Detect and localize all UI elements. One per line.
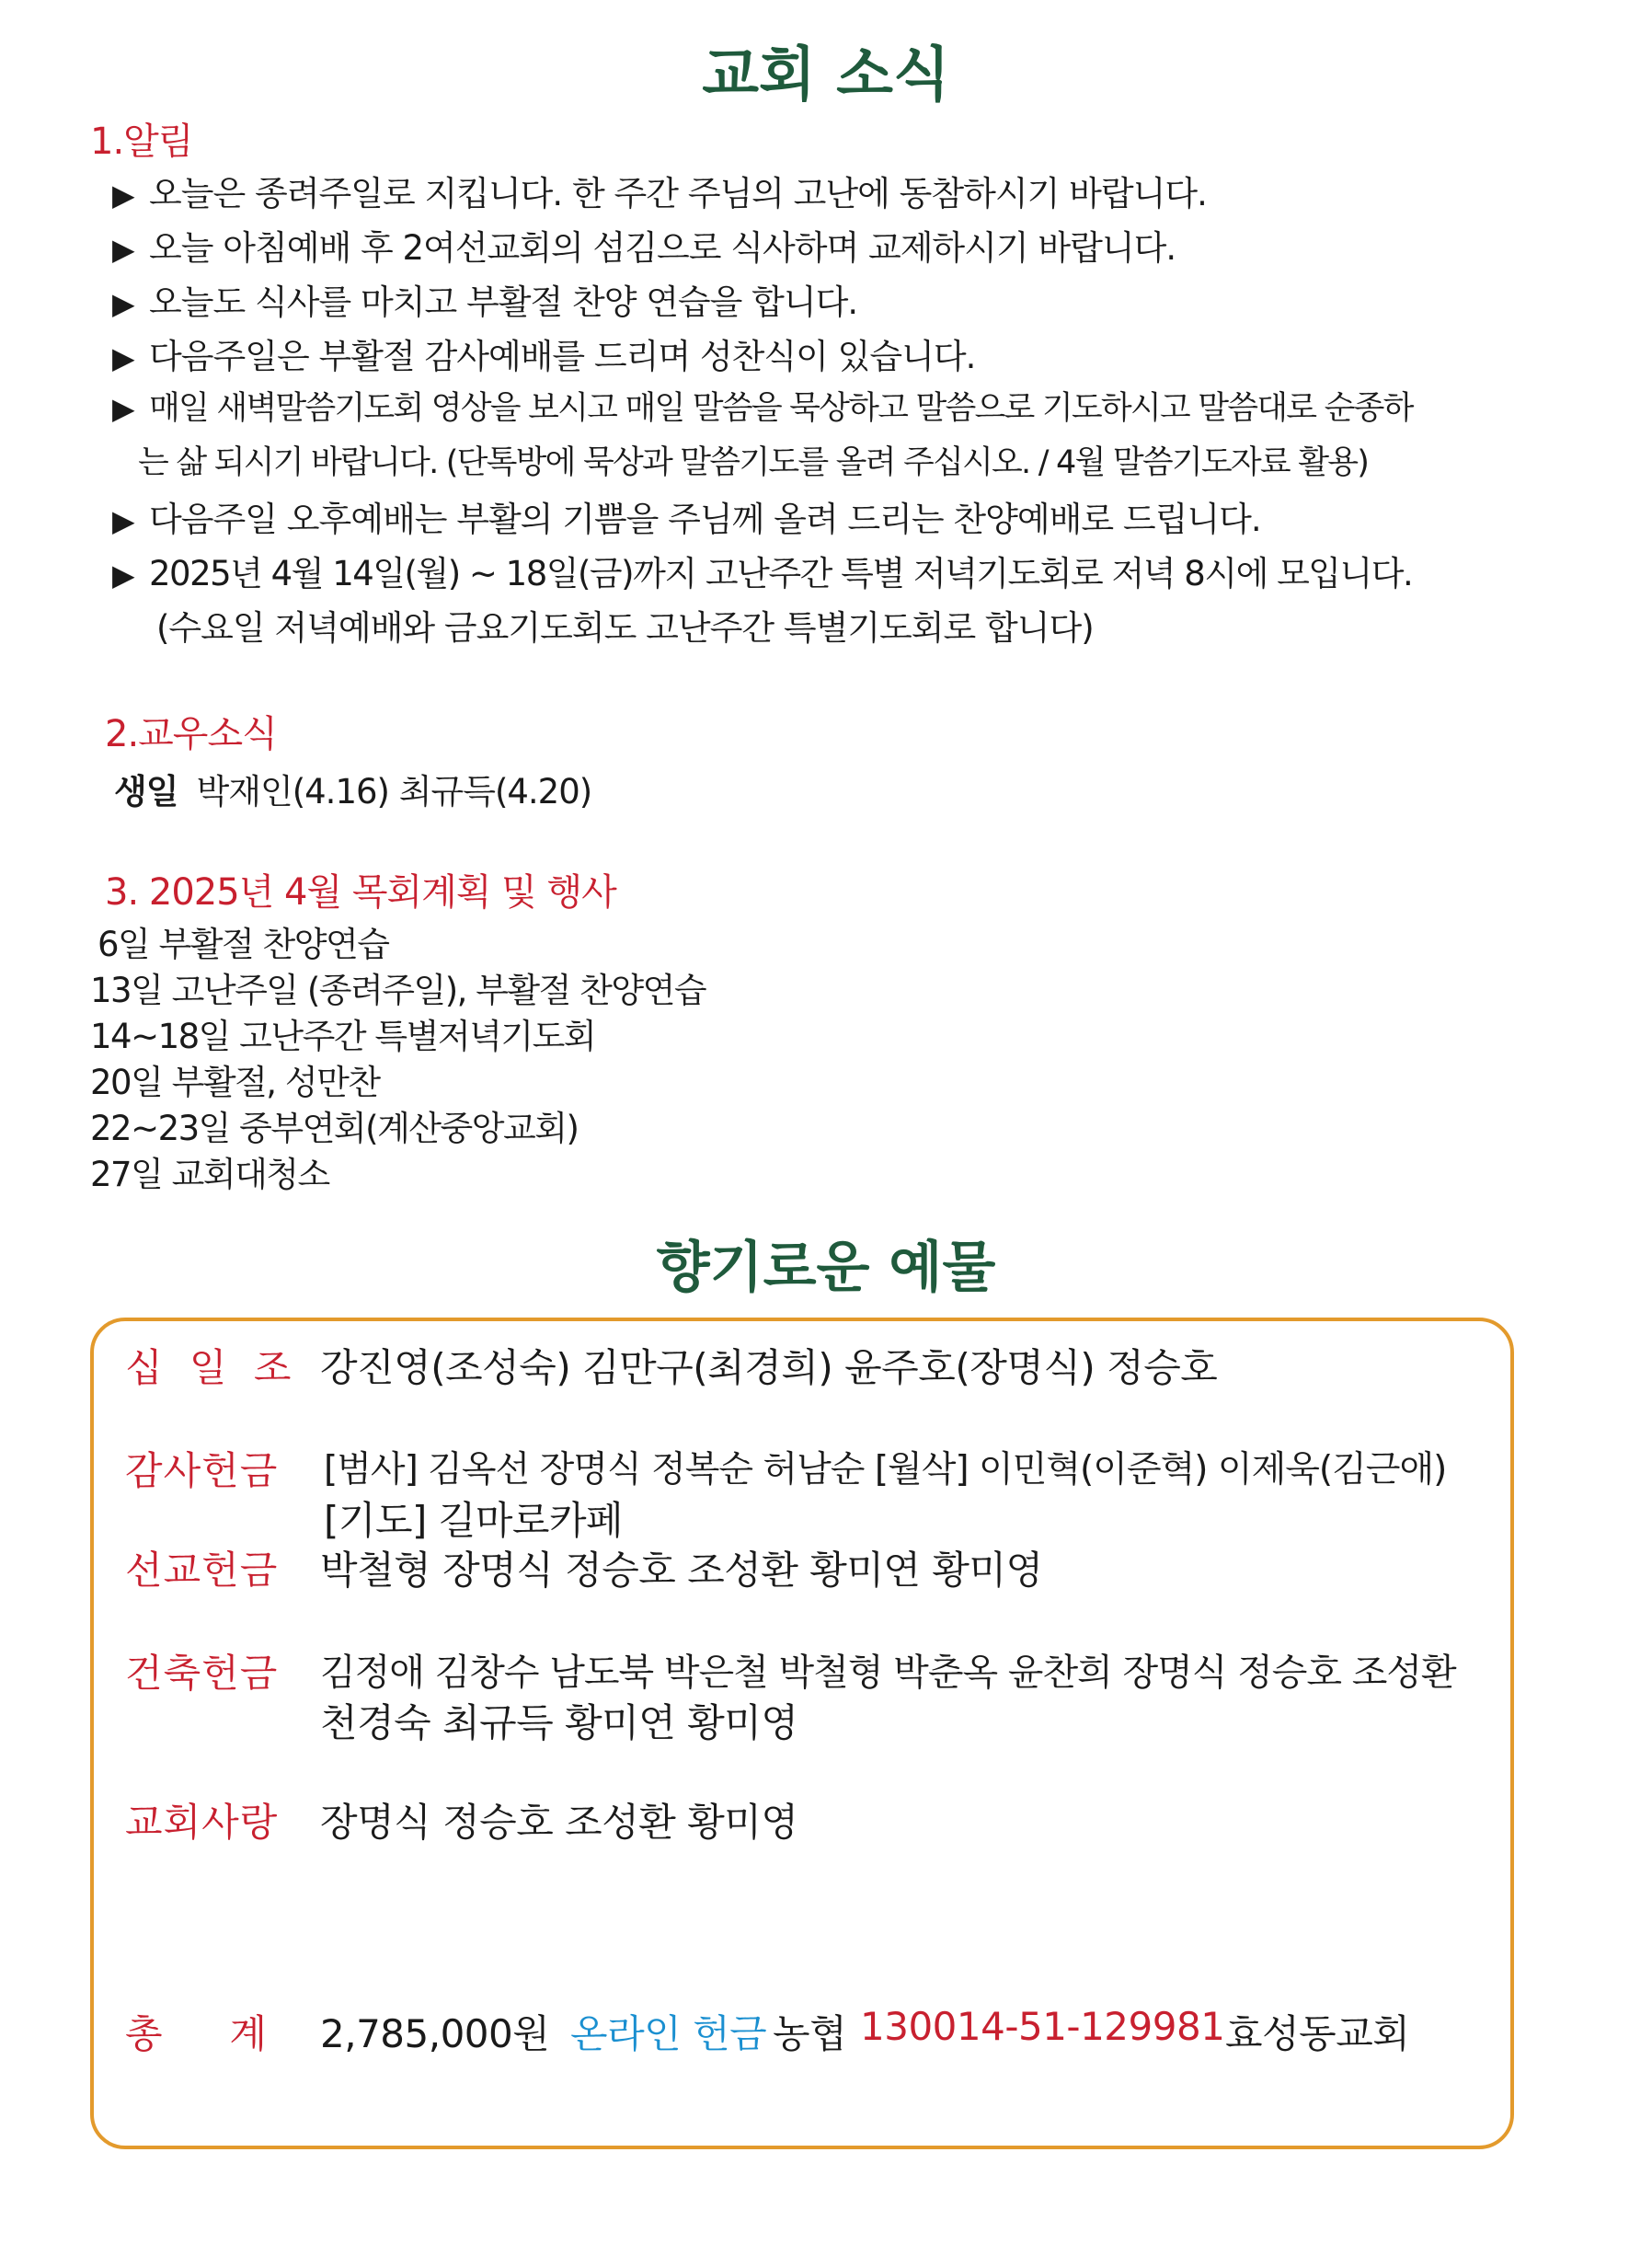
tithe-label: 십 일 조 xyxy=(125,1345,299,1390)
notice-item xyxy=(112,383,1413,429)
total-amount: 2,785,000원 xyxy=(320,2011,550,2056)
birthday-row xyxy=(114,764,591,813)
notice-text: 오늘은 종려주일로 지킵니다. 한 주간 주님의 고난에 동참하시기 바랍니다. xyxy=(149,174,1207,213)
love-names: 장명식 정승호 조성환 황미영 xyxy=(320,1800,798,1845)
notice-text: 다음주일은 부활절 감사예배를 드리며 성찬식이 있습니다. xyxy=(149,337,976,376)
building-names-2: 천경숙 최규득 황미연 황미영 xyxy=(320,1700,798,1745)
schedule-item: 22~23일 중부연회(계산중앙교회) xyxy=(90,1109,579,1148)
page-title: 교회 소식 xyxy=(702,41,950,109)
love-label: 교회사랑 xyxy=(125,1800,279,1845)
account-number: 130014-51-129981 xyxy=(860,2004,1225,2049)
schedule-item: 6일 부활절 찬양연습 xyxy=(98,925,389,964)
thanks-names-2: [기도] 길마로카페 xyxy=(324,1498,624,1543)
schedule-item: 13일 고난주일 (종려주일), 부활절 찬양연습 xyxy=(90,971,706,1010)
birthday-label: 생일 xyxy=(114,772,178,811)
notice-item xyxy=(112,166,1207,215)
bullet-icon: ▶ xyxy=(112,391,133,426)
notice-item xyxy=(112,220,1176,270)
thanks-names: [범사] 김옥선 장명식 정복순 허남순 [월삭] 이민혁(이준혁) 이제욱(김근애) xyxy=(324,1449,1447,1491)
offering-title: 향기로운 예물 xyxy=(656,1236,996,1300)
notice-text: 매일 새벽말씀기도회 영상을 보시고 매일 말씀을 묵상하고 말씀으로 기도하시고 말씀대로 순종하 xyxy=(149,390,1413,427)
account-holder: 효성동교회 xyxy=(1225,2011,1410,2056)
schedule-item: 20일 부활절, 성만찬 xyxy=(90,1063,380,1102)
bullet-icon: ▶ xyxy=(112,178,134,213)
members-heading: 2.교우소식 xyxy=(105,713,277,755)
notice-item-continued: (수요일 저녁예배와 금요기도회도 고난주간 특별기도회로 합니다) xyxy=(156,608,1094,648)
thanks-label: 감사헌금 xyxy=(125,1448,279,1493)
schedule-item: 27일 교회대청소 xyxy=(90,1155,329,1194)
schedule-item: 14~18일 고난주간 특별저녁기도회 xyxy=(90,1017,596,1056)
mission-names: 박철형 장명식 정승호 조성환 황미연 황미영 xyxy=(320,1548,1043,1593)
notice-text: 오늘도 식사를 마치고 부활절 찬양 연습을 합니다. xyxy=(149,282,858,322)
notice-text: 오늘 아침예배 후 2여선교회의 섬김으로 식사하며 교제하시기 바랍니다. xyxy=(149,228,1176,268)
online-offering-label: 온라인 헌금 xyxy=(570,2011,767,2056)
notice-item xyxy=(112,274,857,324)
notice-text: 2025년 4월 14일(월) ~ 18일(금)까지 고난주간 특별 저녁기도회로 저녁 8시에 모입니다. xyxy=(149,554,1413,593)
bullet-icon: ▶ xyxy=(112,340,134,375)
mission-label: 선교헌금 xyxy=(125,1548,279,1593)
bullet-icon: ▶ xyxy=(112,232,134,267)
notice-item-continued: 는 삶 되시기 바랍니다. (단톡방에 묵상과 말씀기도를 올려 주십시오. / 4월 말씀기도자료 활용) xyxy=(138,444,1369,481)
total-label: 총 계 xyxy=(125,2011,268,2056)
building-names: 김정애 김창수 남도북 박은철 박철형 박춘옥 윤찬희 장명식 정승호 조성환 xyxy=(320,1652,1456,1694)
notice-item xyxy=(112,491,1261,541)
tithe-names: 강진영(조성숙) 김만구(최경희) 윤주호(장명식) 정승호 xyxy=(320,1345,1218,1390)
birthday-text: 박재인(4.16) 최규득(4.20) xyxy=(196,772,592,811)
notice-item xyxy=(112,546,1412,595)
bullet-icon: ▶ xyxy=(112,558,134,593)
bullet-icon: ▶ xyxy=(112,503,134,538)
bank-name: 농협 xyxy=(773,2011,847,2056)
building-label: 건축헌금 xyxy=(125,1651,279,1696)
bullet-icon: ▶ xyxy=(112,286,134,321)
notice-text: 다음주일 오후예배는 부활의 기쁨을 주님께 올려 드리는 찬양예배로 드립니다. xyxy=(149,500,1261,539)
notice-item xyxy=(112,328,975,378)
schedule-heading: 3. 2025년 4월 목회계획 및 행사 xyxy=(105,871,616,914)
notices-heading: 1.알림 xyxy=(90,121,193,163)
